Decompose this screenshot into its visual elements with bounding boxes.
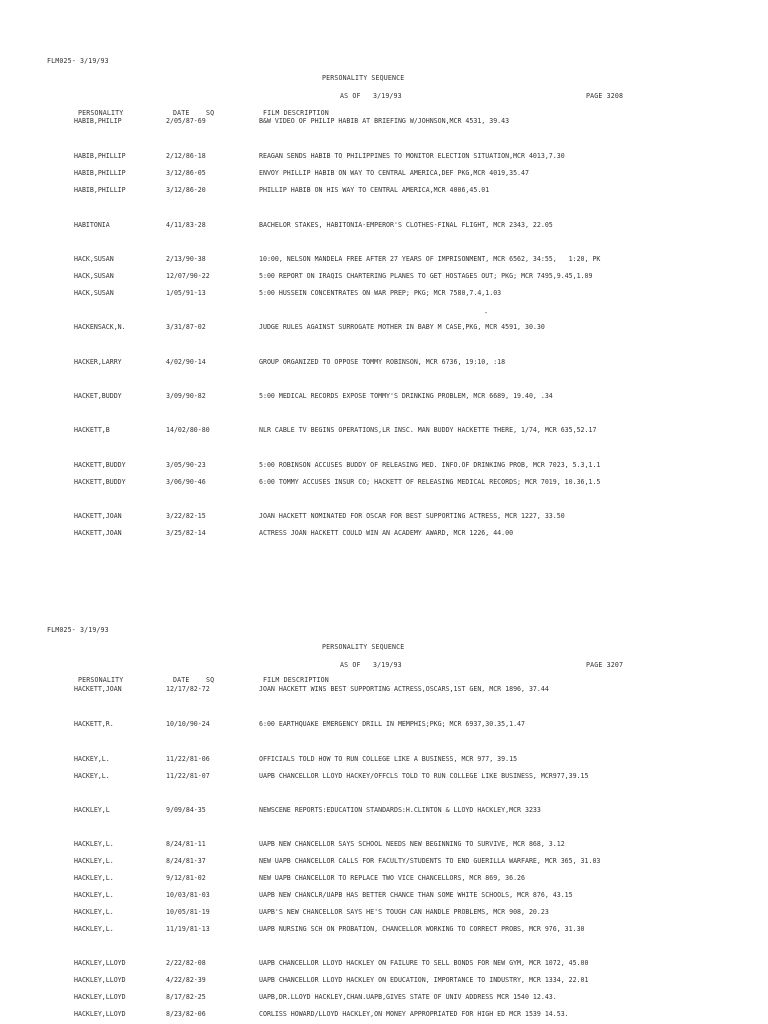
personality-cell: HACKLEY,L. [74,840,114,848]
table-row [0,773,768,782]
table-row [0,256,768,265]
table-row [0,462,768,471]
table-row [0,153,768,162]
date-sq-cell: 1/05/91-13 [166,289,206,297]
table-row [0,909,768,918]
film-description-cell: ACTRESS JOAN HACKETT COULD WIN AN ACADEMY AWARD, MCR 1226, 44.00 [259,529,514,537]
date-sq-cell: 3/12/86-05 [166,169,206,177]
personality-cell: HABIB,PHILLIP [74,152,126,160]
personality-cell: HACKLEY,L. [74,908,114,916]
column-header-date-sq: DATE SQ [173,676,215,684]
report-code: FLM025- 3/19/93 [47,626,109,634]
film-description-cell: CORLISS HOWARD/LLOYD HACKLEY,ON MONEY APPROPRIATED FOR HIGH ED MCR 1539 14.53. [259,1010,569,1018]
date-sq-cell: 11/19/81-13 [166,925,210,933]
table-row [0,807,768,816]
table-row [0,427,768,436]
table-row [0,686,768,695]
date-sq-cell: 11/22/81-06 [166,755,210,763]
personality-cell: HACK,SUSAN [74,272,114,280]
table-row [0,479,768,488]
table-row [0,892,768,901]
film-description-cell: UAPB CHANCELLOR LLOYD HACKEY/OFFCLS TOLD TO RUN COLLEGE LIKE BUSINESS, MCR977,39.15 [259,772,589,780]
personality-cell: HACKLEY,L. [74,857,114,865]
film-description-cell: B&W VIDEO OF PHILIP HABIB AT BRIEFING W/JOHNSON,MCR 4531, 39.43 [259,117,510,125]
date-sq-cell: 3/06/90-46 [166,478,206,486]
date-sq-cell: 4/02/90-14 [166,358,206,366]
film-description-cell: 10:00, NELSON MANDELA FREE AFTER 27 YEARS OF IMPRISONMENT, MCR 6562, 34:55, 1:20, PK [259,255,601,263]
as-of-date: AS OF 3/19/93 [340,661,402,669]
table-row [0,756,768,765]
date-sq-cell: 3/12/86-20 [166,186,206,194]
personality-cell: HACKETT,JOAN [74,529,122,537]
film-description-cell: BACHELOR STAKES, HABITONIA-EMPEROR'S CLOTHES-FINAL FLIGHT, MCR 2343, 22.05 [259,221,553,229]
date-sq-cell: 9/09/84-35 [166,806,206,814]
personality-cell: HABIB,PHILIP [74,117,122,125]
film-description-cell: 6:00 TOMMY ACCUSES INSUR CO; HACKETT OF RELEASING MEDICAL RECORDS; MCR 7019, 10.36,1.5 [259,478,601,486]
film-description-cell: JOAN HACKETT WINS BEST SUPPORTING ACTRESS,OSCARS,1ST GEN, MCR 1896, 37.44 [259,685,549,693]
date-sq-cell: 4/22/82-39 [166,976,206,984]
table-row [0,118,768,127]
table-row [0,273,768,282]
report-title: PERSONALITY SEQUENCE [322,74,405,82]
date-sq-cell: 10/03/81-03 [166,891,210,899]
film-description-cell: 5:00 ROBINSON ACCUSES BUDDY OF RELEASING MED. INFO.OF DRINKING PROB, MCR 7023, 5.3,1.1 [259,461,601,469]
date-sq-cell: 3/05/90-23 [166,461,206,469]
personality-cell: HACKLEY,LLOYD [74,1010,126,1018]
date-sq-cell: 2/13/90-38 [166,255,206,263]
date-sq-cell: 3/25/82-14 [166,529,206,537]
date-sq-cell: 12/17/82-72 [166,685,210,693]
date-sq-cell: 2/12/86-18 [166,152,206,160]
film-description-cell: 5:00 REPORT ON IRAQIS CHARTERING PLANES TO GET HOSTAGES OUT; PKG; MCR 7495,9.45,1.09 [259,272,593,280]
film-description-cell: NEWSCENE REPORTS:EDUCATION STANDARDS:H.CLINTON & LLOYD HACKLEY,MCR 3233 [259,806,541,814]
personality-cell: HACKETT,BUDDY [74,461,126,469]
as-of-date: AS OF 3/19/93 [340,92,402,100]
date-sq-cell: 12/07/90-22 [166,272,210,280]
film-description-cell: NEW UAPB CHANCELLOR TO REPLACE TWO VICE CHANCELLORS, MCR 869, 36.26 [259,874,525,882]
personality-cell: HACKLEY,L. [74,874,114,882]
date-sq-cell: 11/22/81-07 [166,772,210,780]
personality-cell: HACKET,BUDDY [74,392,122,400]
table-row [0,994,768,1003]
personality-cell: HACKLEY,L. [74,891,114,899]
table-row [0,359,768,368]
personality-cell: HACKENSACK,N. [74,323,126,331]
personality-cell: HACKLEY,L. [74,925,114,933]
personality-cell: HACKLEY,LLOYD [74,976,126,984]
personality-cell: HACK,SUSAN [74,289,114,297]
film-description-cell: JUDGE RULES AGAINST SURROGATE MOTHER IN BABY M CASE,PKG, MCR 4591, 30.30 [259,323,545,331]
date-sq-cell: 9/12/81-02 [166,874,206,882]
date-sq-cell: 10/05/81-19 [166,908,210,916]
film-description-cell: 5:00 HUSSEIN CONCENTRATES ON WAR PREP; PKG; MCR 7580,7.4,1.03 [259,289,502,297]
table-row [0,530,768,539]
date-sq-cell: 3/22/82-15 [166,512,206,520]
table-row [0,875,768,884]
date-sq-cell: 8/23/82-06 [166,1010,206,1018]
personality-cell: HABIB,PHILLIP [74,186,126,194]
date-sq-cell: 8/17/82-25 [166,993,206,1001]
table-row [0,170,768,179]
film-description-cell: PHILLIP HABIB ON HIS WAY TO CENTRAL AMERICA,MCR 4006,45.01 [259,186,490,194]
table-row [0,721,768,730]
personality-cell: HACKER,LARRY [74,358,122,366]
date-sq-cell: 2/05/87-69 [166,117,206,125]
film-description-cell: UAPB CHANCELLOR LLOYD HACKLEY ON FAILURE TO SELL BONDS FOR NEW GYM, MCR 1072, 45.00 [259,959,589,967]
table-row [0,187,768,196]
date-sq-cell: 10/10/90-24 [166,720,210,728]
date-sq-cell: 8/24/81-37 [166,857,206,865]
table-row [0,222,768,231]
personality-cell: HACKETT,BUDDY [74,478,126,486]
film-description-cell: OFFICIALS TOLD HOW TO RUN COLLEGE LIKE A BUSINESS, MCR 977, 39.15 [259,755,518,763]
personality-cell: HACK,SUSAN [74,255,114,263]
personality-cell: HABIB,PHILLIP [74,169,126,177]
personality-cell: HACKLEY,LLOYD [74,993,126,1001]
table-row [0,858,768,867]
film-description-cell: UAPB NURSING SCH ON PROBATION, CHANCELLOR WORKING TO CORRECT PROBS, MCR 976, 31.30 [259,925,585,933]
table-row [0,324,768,333]
table-row [0,977,768,986]
table-row [0,393,768,402]
film-description-cell: UAPB'S NEW CHANCELLOR SAYS HE'S TOUGH CAN HANDLE PROBLEMS, MCR 908, 20.23 [259,908,549,916]
personality-cell: HACKEY,L. [74,772,110,780]
film-description-cell: REAGAN SENDS HABIB TO PHILIPPINES TO MONITOR ELECTION SITUATION,MCR 4013,7.30 [259,152,565,160]
page-number: PAGE 3207 [586,661,624,669]
table-row [0,290,768,299]
personality-cell: HACKLEY,L [74,806,110,814]
date-sq-cell: 14/02/80-80 [166,426,210,434]
column-header-personality: PERSONALITY [78,676,124,684]
personality-cell: HACKEY,L. [74,755,110,763]
column-header-date-sq: DATE SQ [173,109,215,117]
film-description-cell: UAPB,DR.LLOYD HACKLEY,CHAN.UAPB,GIVES STATE OF UNIV ADDRESS MCR 1540 12.43. [259,993,557,1001]
date-sq-cell: 3/31/87-02 [166,323,206,331]
table-row [0,841,768,850]
personality-cell: HACKLEY,LLOYD [74,959,126,967]
personality-cell: HACKETT,R. [74,720,114,728]
report-title: PERSONALITY SEQUENCE [322,643,405,651]
personality-cell: HACKETT,B [74,426,110,434]
date-sq-cell: 8/24/81-11 [166,840,206,848]
stray-mark: - [484,309,489,317]
film-description-cell: NEW UAPB CHANCELLOR CALLS FOR FACULTY/STUDENTS TO END GUERILLA WARFARE, MCR 365, 31.03 [259,857,601,865]
column-header-film-description: FILM DESCRIPTION [263,676,329,684]
personality-cell: HACKETT,JOAN [74,685,122,693]
film-description-cell: UAPB CHANCELLOR LLOYD HACKLEY ON EDUCATION, IMPORTANCE TO INDUSTRY, MCR 1334, 22.01 [259,976,589,984]
table-row [0,960,768,969]
column-header-personality: PERSONALITY [78,109,124,117]
film-description-cell: NLR CABLE TV BEGINS OPERATIONS,LR INSC. MAN BUDDY HACKETTE THERE, 1/74, MCR 635,52.17 [259,426,597,434]
film-description-cell: 6:00 EARTHQUAKE EMERGENCY DRILL IN MEMPHIS;PKG; MCR 6937,30.35,1.47 [259,720,525,728]
film-description-cell: UAPB NEW CHANCLR/UAPB HAS BETTER CHANCE THAN SOME WHITE SCHOOLS, MCR 876, 43.15 [259,891,573,899]
table-row [0,926,768,935]
film-description-cell: UAPB NEW CHANCELLOR SAYS SCHOOL NEEDS NEW BEGINNING TO SURVIVE, MCR 868, 3.12 [259,840,565,848]
date-sq-cell: 4/11/83-28 [166,221,206,229]
film-description-cell: GROUP ORGANIZED TO OPPOSE TOMMY ROBINSON, MCR 6736, 19:10, :18 [259,358,506,366]
table-row [0,1011,768,1020]
film-description-cell: ENVOY PHILLIP HABIB ON WAY TO CENTRAL AMERICA,DEF PKG,MCR 4019,35.47 [259,169,529,177]
date-sq-cell: 3/09/90-82 [166,392,206,400]
personality-cell: HABITONIA [74,221,110,229]
table-row [0,513,768,522]
report-code: FLM025- 3/19/93 [47,57,109,65]
personality-cell: HACKETT,JOAN [74,512,122,520]
date-sq-cell: 2/22/82-08 [166,959,206,967]
film-description-cell: 5:00 MEDICAL RECORDS EXPOSE TOMMY'S DRINKING PROBLEM, MCR 6689, 19.40, .34 [259,392,553,400]
column-header-film-description: FILM DESCRIPTION [263,109,329,117]
film-description-cell: JOAN HACKETT NOMINATED FOR OSCAR FOR BEST SUPPORTING ACTRESS, MCR 1227, 33.50 [259,512,565,520]
page-number: PAGE 3208 [586,92,624,100]
